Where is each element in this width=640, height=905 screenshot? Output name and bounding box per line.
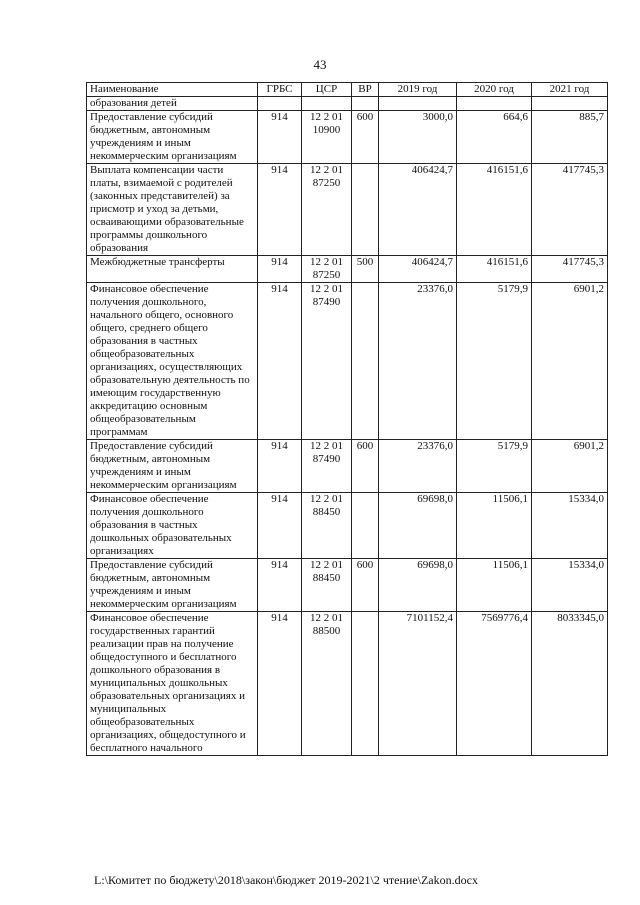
row-vr: 500 bbox=[352, 256, 379, 283]
row-2019: 69698,0 bbox=[379, 493, 457, 559]
file-path-footer: L:\Комитет по бюджету\2018\закон\бюджет 2019-2021\2 чтение\Zakon.docx bbox=[94, 873, 478, 887]
row-2021 bbox=[532, 97, 608, 111]
row-name: Финансовое обеспечение получения дошкольного, начального общего, основного общего, среднего общего образования в частных общеобразовательных организациях, осуществляющих образовательную деятельность по имеющим государственную аккредитацию основным общеобразовательным программам bbox=[87, 283, 258, 440]
row-grbs bbox=[258, 97, 302, 111]
row-csr: 12 2 01 88450 bbox=[302, 559, 352, 612]
row-2019: 23376,0 bbox=[379, 440, 457, 493]
row-name: Выплата компенсации части платы, взимаемой с родителей (законных представителей) за присмотр и уход за детьми, осваивающими образовательные программы дошкольного образования bbox=[87, 164, 258, 256]
row-2020: 5179,9 bbox=[457, 440, 532, 493]
row-csr: 12 2 01 87490 bbox=[302, 440, 352, 493]
table-row bbox=[87, 111, 608, 164]
row-csr: 12 2 01 87250 bbox=[302, 164, 352, 256]
row-csr: 12 2 01 88500 bbox=[302, 612, 352, 756]
row-vr bbox=[352, 493, 379, 559]
row-csr: 12 2 01 87250 bbox=[302, 256, 352, 283]
row-name: Финансовое обеспечение государственных гарантий реализации прав на получение общедоступного и бесплатного дошкольного образования в муниципальных дошкольных образовательных организациях и муниципальных общеобразовательных организациях, общедоступного и бесплатного начального bbox=[87, 612, 258, 756]
table-row bbox=[87, 440, 608, 493]
header-grbs: ГРБС bbox=[258, 83, 302, 97]
header-csr: ЦСР bbox=[302, 83, 352, 97]
row-2019: 406424,7 bbox=[379, 164, 457, 256]
row-2020 bbox=[457, 97, 532, 111]
table-row bbox=[87, 283, 608, 440]
row-grbs: 914 bbox=[258, 164, 302, 256]
row-name: Финансовое обеспечение получения дошкольного образования в частных дошкольных образовательных организациях bbox=[87, 493, 258, 559]
row-grbs: 914 bbox=[258, 111, 302, 164]
row-grbs: 914 bbox=[258, 559, 302, 612]
row-2021: 15334,0 bbox=[532, 493, 608, 559]
row-2019: 23376,0 bbox=[379, 283, 457, 440]
row-2020: 11506,1 bbox=[457, 559, 532, 612]
row-2020: 7569776,4 bbox=[457, 612, 532, 756]
row-name: Предоставление субсидий бюджетным, автономным учреждениям и иным некоммерческим организациям bbox=[87, 559, 258, 612]
row-2020: 416151,6 bbox=[457, 164, 532, 256]
row-2021: 15334,0 bbox=[532, 559, 608, 612]
header-2019: 2019 год bbox=[379, 83, 457, 97]
row-vr bbox=[352, 97, 379, 111]
row-grbs: 914 bbox=[258, 493, 302, 559]
table-row bbox=[87, 97, 608, 111]
row-vr: 600 bbox=[352, 111, 379, 164]
row-2019: 69698,0 bbox=[379, 559, 457, 612]
row-grbs: 914 bbox=[258, 256, 302, 283]
header-name: Наименование bbox=[87, 83, 258, 97]
row-csr bbox=[302, 97, 352, 111]
row-grbs: 914 bbox=[258, 283, 302, 440]
header-vr: ВР bbox=[352, 83, 379, 97]
row-csr: 12 2 01 88450 bbox=[302, 493, 352, 559]
row-2020: 416151,6 bbox=[457, 256, 532, 283]
row-2020: 5179,9 bbox=[457, 283, 532, 440]
header-2020: 2020 год bbox=[457, 83, 532, 97]
row-vr bbox=[352, 612, 379, 756]
row-name: Предоставление субсидий бюджетным, автономным учреждениям и иным некоммерческим организациям bbox=[87, 111, 258, 164]
row-name: образования детей bbox=[87, 97, 258, 111]
table-row bbox=[87, 493, 608, 559]
row-2019: 7101152,4 bbox=[379, 612, 457, 756]
table-row bbox=[87, 256, 608, 283]
table-row bbox=[87, 164, 608, 256]
table-header-row bbox=[87, 83, 608, 97]
row-vr bbox=[352, 164, 379, 256]
budget-table bbox=[86, 82, 608, 756]
row-2021: 885,7 bbox=[532, 111, 608, 164]
row-name: Межбюджетные трансферты bbox=[87, 256, 258, 283]
row-2021: 417745,3 bbox=[532, 164, 608, 256]
row-csr: 12 2 01 87490 bbox=[302, 283, 352, 440]
table-row bbox=[87, 559, 608, 612]
row-2020: 11506,1 bbox=[457, 493, 532, 559]
row-vr: 600 bbox=[352, 559, 379, 612]
header-2021: 2021 год bbox=[532, 83, 608, 97]
row-2019 bbox=[379, 97, 457, 111]
row-2021: 6901,2 bbox=[532, 283, 608, 440]
row-2021: 8033345,0 bbox=[532, 612, 608, 756]
page-number: 43 bbox=[313, 57, 327, 72]
row-csr: 12 2 01 10900 bbox=[302, 111, 352, 164]
row-vr: 600 bbox=[352, 440, 379, 493]
row-2020: 664,6 bbox=[457, 111, 532, 164]
row-vr bbox=[352, 283, 379, 440]
row-2021: 6901,2 bbox=[532, 440, 608, 493]
row-grbs: 914 bbox=[258, 440, 302, 493]
row-name: Предоставление субсидий бюджетным, автономным учреждениям и иным некоммерческим организациям bbox=[87, 440, 258, 493]
row-2019: 3000,0 bbox=[379, 111, 457, 164]
row-2021: 417745,3 bbox=[532, 256, 608, 283]
row-2019: 406424,7 bbox=[379, 256, 457, 283]
table-row bbox=[87, 612, 608, 756]
row-grbs: 914 bbox=[258, 612, 302, 756]
